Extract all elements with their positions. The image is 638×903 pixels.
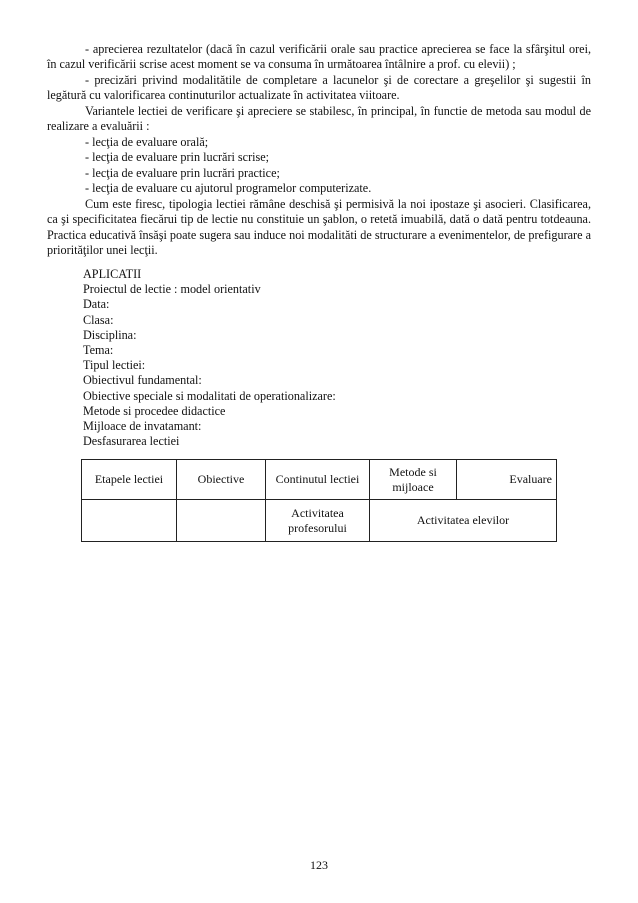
list-item-written: - lecţia de evaluare prin lucrări scrise; bbox=[85, 150, 270, 164]
plan-item: Obiectivul fundamental: bbox=[83, 373, 202, 388]
plan-item: Obiective speciale si modalitati de operationalizare: bbox=[83, 388, 336, 403]
list-item-oral: - lecţia de evaluare orală; bbox=[85, 135, 209, 149]
lesson-plan-list bbox=[83, 267, 336, 449]
header-stages: Etapele lectiei bbox=[82, 460, 177, 500]
header-evaluation: Evaluare bbox=[457, 460, 557, 500]
header-content: Continutul lectiei bbox=[266, 460, 370, 500]
table-row bbox=[82, 500, 557, 542]
plan-item: Clasa: bbox=[83, 312, 114, 327]
paragraph-variants: Variantele lectiei de verificare şi apreciere se stabilesc, în principal, în functie de metoda sau modul de realizare a evaluării : bbox=[47, 104, 591, 134]
page-number: 123 bbox=[310, 858, 328, 872]
plan-item: Desfasurarea lectiei bbox=[83, 434, 180, 449]
table-header-row bbox=[82, 460, 557, 500]
plan-item: Data: bbox=[83, 297, 110, 312]
list-item-practical: - lecţia de evaluare prin lucrări practice; bbox=[85, 166, 280, 180]
empty-cell bbox=[177, 500, 266, 542]
plan-heading: APLICATII bbox=[83, 267, 142, 281]
paragraph-assessment-results: - aprecierea rezultatelor (dacă în cazul verificării orale sau practice aprecierea se face la sfârşitul orei, în cazul verificării scrise acest moment se va consuma în următoarea întâlnire a prof. cu elevii) ; bbox=[47, 42, 591, 72]
header-methods: Metode si mijloace bbox=[370, 460, 457, 500]
plan-item: Tema: bbox=[83, 343, 114, 358]
plan-item: Disciplina: bbox=[83, 327, 137, 342]
plan-item: Metode si procedee didactice bbox=[83, 403, 226, 418]
plan-item: Proiectul de lectie : model orientativ bbox=[83, 282, 261, 297]
cell-student-activity: Activitatea elevilor bbox=[370, 500, 557, 542]
cell-teacher-activity: Activitatea profesorului bbox=[266, 500, 370, 542]
empty-cell bbox=[82, 500, 177, 542]
paragraph-clarifications: - precizări privind modalitătile de completare a lacunelor şi de corectare a greşelilor şi sugestii în legătură cu valorificarea continuturilor actualizate în activitatea viitoare. bbox=[47, 73, 591, 103]
plan-item: Tipul lectiei: bbox=[83, 358, 146, 373]
paragraph-typology: Cum este firesc, tipologia lectiei rămâne deschisă şi permisivă la noi ipostaze şi asocieri. Clasificarea, ca şi specificitatea fiecărui tip de lectie nu constituie un şablon, o retetă imuabilă, dată o dată pentru totdeauna. Practica educativă însăşi poate sugera sau induce noi modalităti de structurare a evenimentelor, de prefigurare a priorităţilor unei lecţii. bbox=[47, 197, 591, 258]
lesson-structure-table bbox=[81, 459, 557, 542]
header-objectives: Obiective bbox=[177, 460, 266, 500]
plan-item: Mijloace de invatamant: bbox=[83, 419, 202, 434]
list-item-computer: - lecţia de evaluare cu ajutorul programelor computerizate. bbox=[85, 181, 372, 195]
